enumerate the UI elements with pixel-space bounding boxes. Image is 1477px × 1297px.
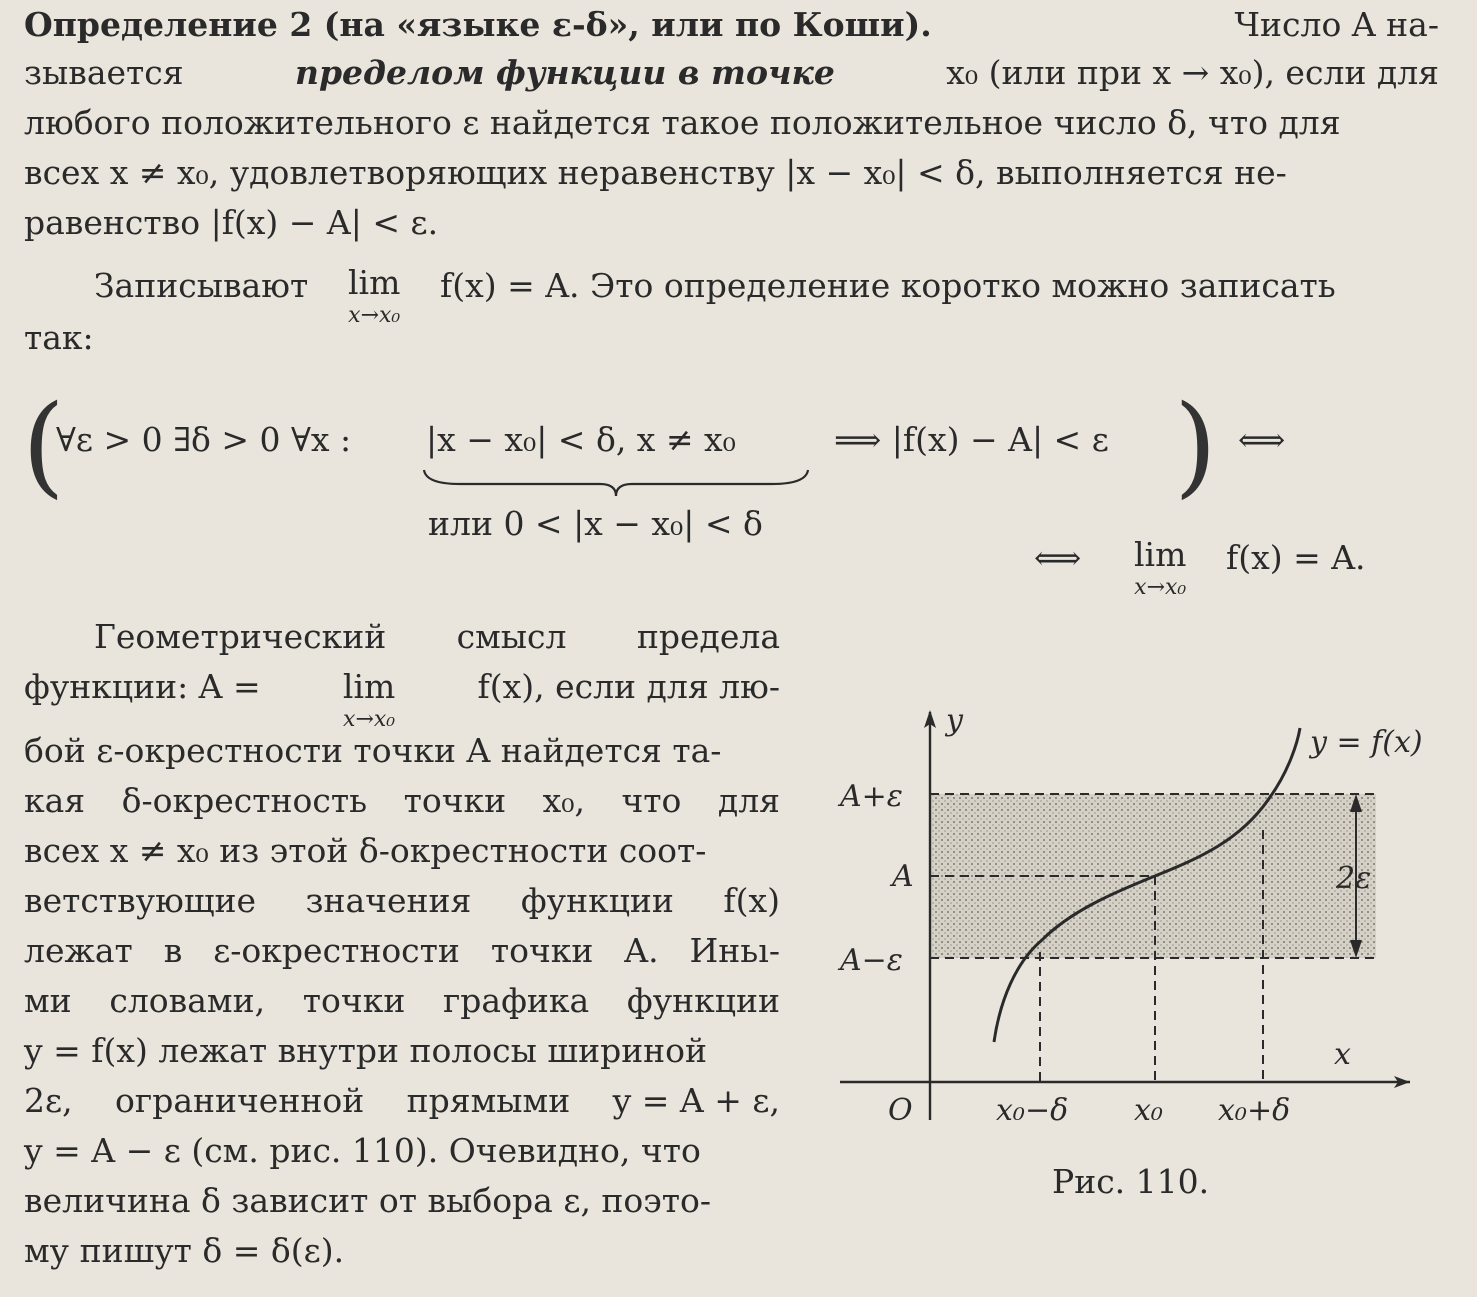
geo-word: му пишут δ = δ(ε). <box>24 1231 345 1270</box>
def-title: Определение 2 (на «языке ε-δ», или по Коши). <box>24 5 932 44</box>
geo-row <box>24 1076 780 1126</box>
geo-row <box>24 1226 780 1276</box>
label-x: x <box>1334 1037 1351 1072</box>
underbrace <box>420 468 812 498</box>
def-line-1 <box>24 0 1439 50</box>
formula-quant: ∀ε > 0 ∃δ > 0 ∀x : <box>56 420 352 459</box>
geo-word: бой ε-окрестности точки A найдется та- <box>24 731 722 770</box>
label-a: A <box>892 859 914 894</box>
def-line-5: равенство |f(x) − A| < ε. <box>24 203 439 242</box>
label-curve: y = f(x) <box>1310 725 1423 760</box>
lim-word-2: lim <box>1134 535 1187 574</box>
geo-word: функции <box>520 881 674 920</box>
paren-close: ) <box>1174 381 1217 509</box>
geo-word: всех x ≠ x₀ из этой δ-окрестности соот- <box>24 831 707 870</box>
formula-iff-2: ⟺ <box>1034 538 1082 577</box>
label-a-plus: A+ε <box>840 779 903 814</box>
geo-word: Геометрический <box>94 617 387 656</box>
geo-row <box>24 726 780 776</box>
geo-word: величина δ зависит от выбора ε, поэто- <box>24 1181 712 1220</box>
geo-word: точки <box>302 981 406 1020</box>
geo-word: ми <box>24 981 72 1020</box>
geo-paragraph <box>24 612 780 1276</box>
geo-word: функции: A = <box>24 667 261 706</box>
geo-word: Иньı- <box>689 931 780 970</box>
geo-row <box>24 926 780 976</box>
geo-row <box>24 776 780 826</box>
def-line-4: всех x ≠ x₀, удовлетворяющих неравенству |x − x₀| < δ, выполняется не- <box>24 153 1287 192</box>
lim-2 <box>1128 535 1192 600</box>
geo-word: точки <box>403 781 507 820</box>
geo-word: A. <box>624 931 659 970</box>
lim-word: lim <box>348 263 401 302</box>
formula-impl: ⟹ |f(x) − A| < ε <box>834 420 1109 459</box>
write-b: f(x) = A. Это определение коротко можно записать <box>440 266 1336 305</box>
label-origin: O <box>888 1093 913 1128</box>
geo-row <box>24 1026 780 1076</box>
lim-sub: x→x₀ <box>348 303 401 328</box>
geo-word: смысл <box>456 617 567 656</box>
lim-word-3: lim <box>342 667 396 706</box>
geo-row <box>24 826 780 876</box>
geo-word: x₀, <box>542 781 585 820</box>
geo-word: точки <box>490 931 594 970</box>
label-x0: x₀ <box>1134 1093 1163 1128</box>
geo-word: y = A − ε (см. рис. 110). Очевидно, что <box>24 1131 701 1170</box>
geo-row <box>24 612 780 662</box>
geo-row <box>24 1176 780 1226</box>
def-l2b: x₀ (или при x → x₀), если для <box>946 53 1439 92</box>
geo-word: ограниченной <box>115 1081 365 1120</box>
figure-caption: Рис. 110. <box>1052 1162 1210 1201</box>
label-y: y <box>946 703 963 738</box>
geo-row <box>24 662 780 732</box>
label-x0-plus: x₀+δ <box>1218 1093 1291 1128</box>
formula-cond: |x − x₀| < δ, x ≠ x₀ <box>426 420 736 459</box>
geo-word: кая <box>24 781 86 820</box>
geo-word: в <box>163 931 183 970</box>
geo-word: 2ε, <box>24 1081 73 1120</box>
def-l2a: зывается <box>24 53 184 92</box>
geo-word: f(x) <box>723 881 780 920</box>
geo-word: что <box>621 781 682 820</box>
formula-res: f(x) = A. <box>1226 538 1366 577</box>
geo-word: f(x), если для лю- <box>477 667 780 706</box>
figure-110 <box>820 700 1460 1140</box>
label-width: 2ε <box>1336 861 1372 896</box>
def-line-2 <box>24 48 1439 98</box>
geo-word: ветствующие <box>24 881 257 920</box>
geo-word: значения <box>305 881 472 920</box>
lim-sub-2: x→x₀ <box>1134 575 1187 600</box>
geo-row <box>24 1126 780 1176</box>
geo-word: y = f(x) лежат внутри полосы шириной <box>24 1031 708 1070</box>
geo-word: функции <box>626 981 780 1020</box>
label-x0-minus: x₀−δ <box>996 1093 1069 1128</box>
geo-row <box>24 976 780 1026</box>
def-intro: Число A на- <box>1234 5 1439 44</box>
geo-word: лежат <box>24 931 133 970</box>
formula-iff: ⟺ <box>1238 420 1286 459</box>
geo-word: δ-окрестность <box>121 781 368 820</box>
brace-note: или 0 < |x − x₀| < δ <box>428 504 763 543</box>
def-line-3: любого положительного ε найдется такое положительное число δ, что для <box>24 103 1341 142</box>
lim-1 <box>342 263 406 328</box>
geo-word: для <box>717 781 780 820</box>
geo-word: прямыми <box>406 1081 571 1120</box>
write-a: Записывают <box>94 266 309 305</box>
geo-word: словами, <box>109 981 266 1020</box>
geo-word: y = A + ε, <box>612 1081 780 1120</box>
paren-open: ( <box>22 381 65 509</box>
lim-sub-3: x→x₀ <box>343 707 396 732</box>
def-term: пределом функции в точке <box>294 53 835 92</box>
geo-row <box>24 876 780 926</box>
geo-word: графика <box>443 981 590 1020</box>
geo-word: ε-окрестности <box>213 931 460 970</box>
write-c: так: <box>24 318 94 357</box>
geo-word: предела <box>636 617 780 656</box>
label-a-minus: A−ε <box>840 943 903 978</box>
